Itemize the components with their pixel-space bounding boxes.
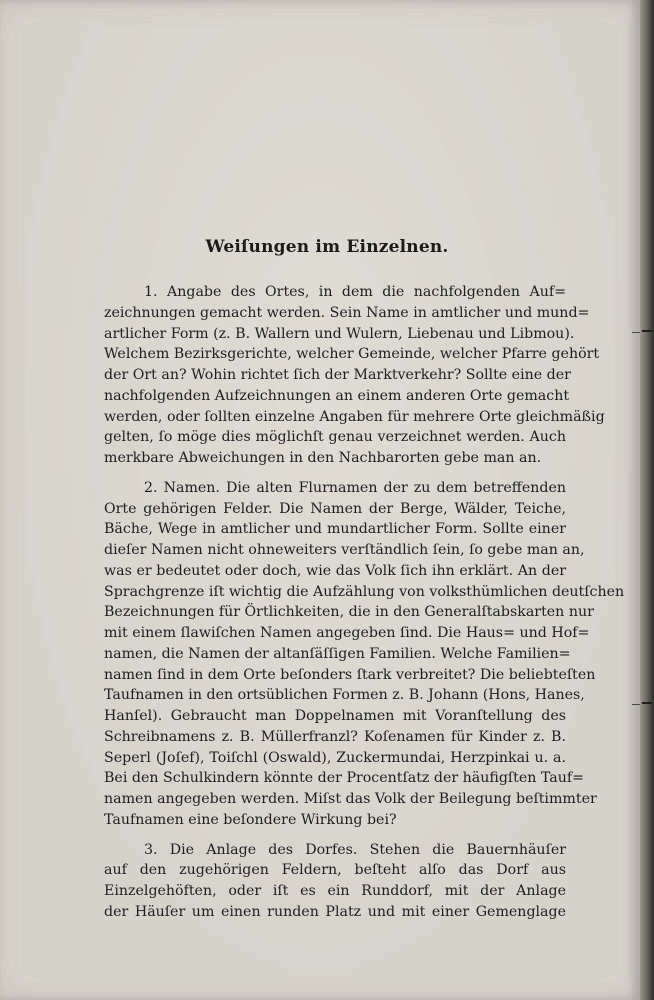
text-line: Einzelgehöften, oder iſt es ein Runddorf, mit der Anlage (104, 883, 566, 899)
text-line: dieſer Namen nicht ohneweiters verſtändlich ſein, ſo gebe man an, (104, 542, 585, 558)
book-spine (640, 0, 654, 1000)
text-line: Bezeichnungen für Örtlichkeiten, die in den Generalſtabskarten nur (104, 604, 594, 620)
text-line: 2. Namen. Die alten Flurnamen der zu dem betreffenden (144, 480, 566, 496)
spine-mark (642, 330, 652, 332)
text-line: 3. Die Anlage des Dorfes. Stehen die Bauernhäuſer (144, 842, 566, 858)
text-line: Taufnamen eine beſondere Wirkung bei? (104, 812, 397, 828)
spine-mark (642, 702, 652, 704)
text-line: Sprachgrenze iſt wichtig die Aufzählung von volksthümlichen deutſchen (104, 584, 625, 600)
text-line: Taufnamen in den ortsüblichen Formen z. B. Johann (Hons, Hanes, (104, 687, 585, 703)
text-line: Bei den Schulkindern könnte der Procentſatz der häufigſten Tauf= (104, 770, 585, 786)
text-line: der Häuſer um einen runden Platz und mit einer Gemenglage (104, 904, 566, 920)
text-line: mit einem ſlawiſchen Namen angegeben ſind. Die Haus= und Hof= (104, 625, 590, 641)
text-line: merkbare Abweichungen in den Nachbarorten gebe man an. (104, 450, 542, 466)
text-line: werden, oder ſollten einzelne Angaben für mehrere Orte gleichmäßig (104, 409, 605, 425)
text-line: 1. Angabe des Ortes, in dem die nachfolgenden Auf= (144, 284, 566, 300)
text-line: Hanſel). Gebraucht man Doppelnamen mit Voranſtellung des (104, 708, 566, 724)
text-line: der Ort an? Wohin richtet ſich der Marktverkehr? Sollte eine der (104, 367, 571, 383)
text-line: auf den zugehörigen Feldern, beſteht alſo das Dorf aus (104, 862, 566, 878)
text-line: Bäche, Wege in amtlicher und mundartlicher Form. Sollte einer (104, 521, 566, 537)
text-line: gelten, ſo möge dies möglichſt genau verzeichnet werden. Auch (104, 429, 566, 445)
text-line: Seperl (Joſef), Toiſchl (Oswald), Zuckermundai, Herzpinkai u. a. (104, 750, 566, 766)
text-line: namen angegeben werden. Miſst das Volk der Beilegung beſtimmter (104, 791, 597, 807)
text-line: Welchem Bezirksgerichte, welcher Gemeinde, welcher Pfarre gehört (104, 346, 600, 362)
text-line: zeichnungen gemacht werden. Sein Name in amtlicher und mund= (104, 305, 590, 321)
text-line: was er bedeutet oder doch, wie das Volk ſich ihn erklärt. An der (104, 563, 566, 579)
text-line: Orte gehörigen Felder. Die Namen der Berge, Wälder, Teiche, (104, 501, 566, 517)
text-line: namen, die Namen der altanſäſſigen Familien. Welche Familien= (104, 646, 571, 662)
text-line: namen ſind in dem Orte beſonders ſtark verbreitet? Die beliebteſten (104, 667, 596, 683)
text-line: nachfolgenden Aufzeichnungen an einem anderen Orte gemacht (104, 388, 570, 404)
section-heading: Weiſungen im Einzelnen. (205, 237, 449, 257)
text-line: Schreibnamens z. B. Müllerfranzl? Koſenamen für Kinder z. B. (104, 729, 566, 745)
text-line: artlicher Form (z. B. Wallern und Wulern, Liebenau und Libmou). (104, 326, 575, 342)
